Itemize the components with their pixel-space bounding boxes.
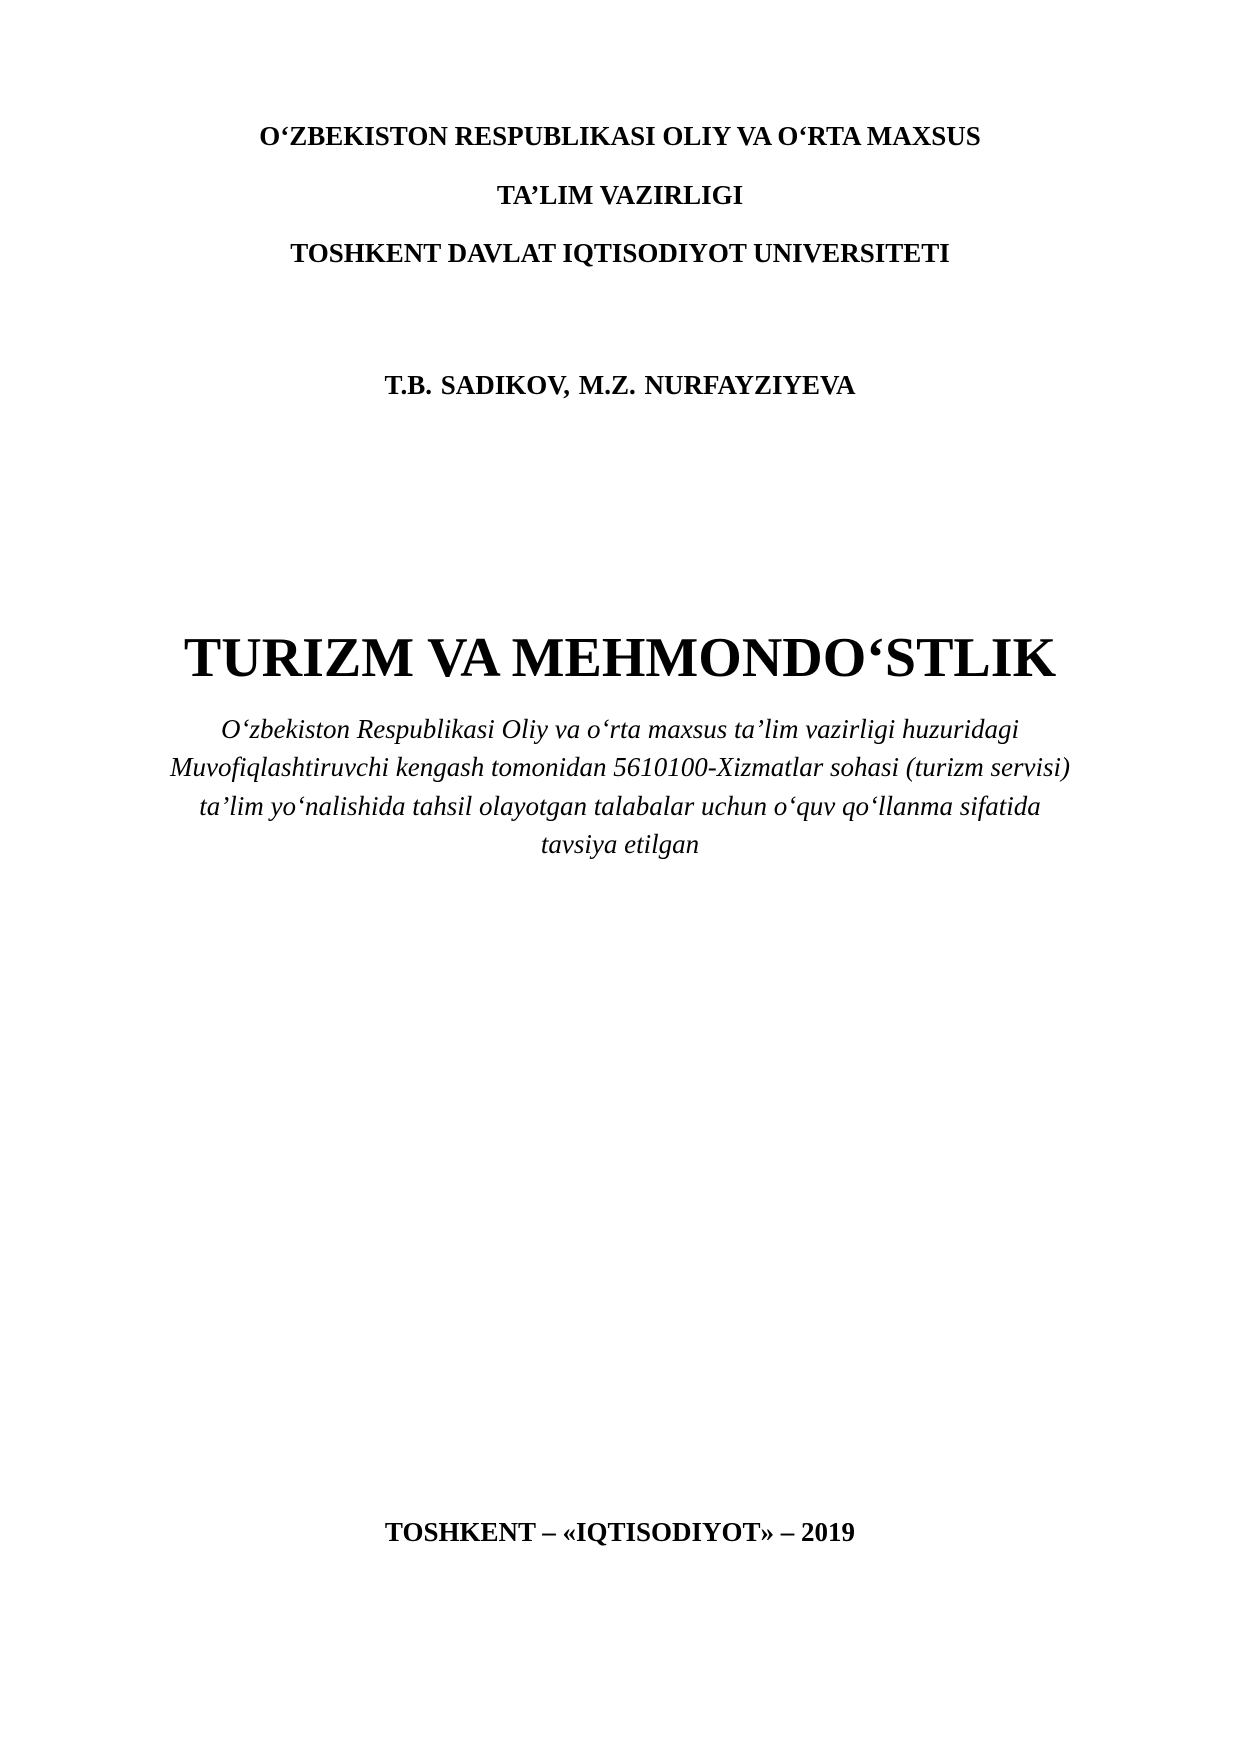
ministry-line-2: TA’LIM VAZIRLIGI [496, 180, 744, 210]
description-line-3: ta’lim yo‘nalishida tahsil olayotgan talabalar uchun o‘quv qo‘llanma sifatida [199, 791, 1041, 821]
ministry-line-1: O‘ZBEKISTON RESPUBLIKASI OLIY VA O‘RTA MAXSUS [259, 121, 981, 151]
book-title: TURIZM VA MEHMONDO‘STLIK [183, 627, 1057, 689]
publisher-imprint: TOSHKENT – «IQTISODIYOT» – 2019 [384, 1517, 856, 1547]
university-name: TOSHKENT DAVLAT IQTISODIYOT UNIVERSITETI [290, 238, 950, 268]
description-line-1: O‘zbekiston Respublikasi Oliy va o‘rta maxsus ta’lim vazirligi huzuridagi [221, 714, 1019, 744]
authors: T.B. SADIKOV, M.Z. NURFAYZIYEVA [384, 370, 856, 400]
description-line-4: tavsiya etilgan [540, 829, 700, 859]
description-line-2: Muvofiqlashtiruvchi kengash tomonidan 5610100-Xizmatlar sohasi (turizm servisi) [170, 752, 1070, 782]
